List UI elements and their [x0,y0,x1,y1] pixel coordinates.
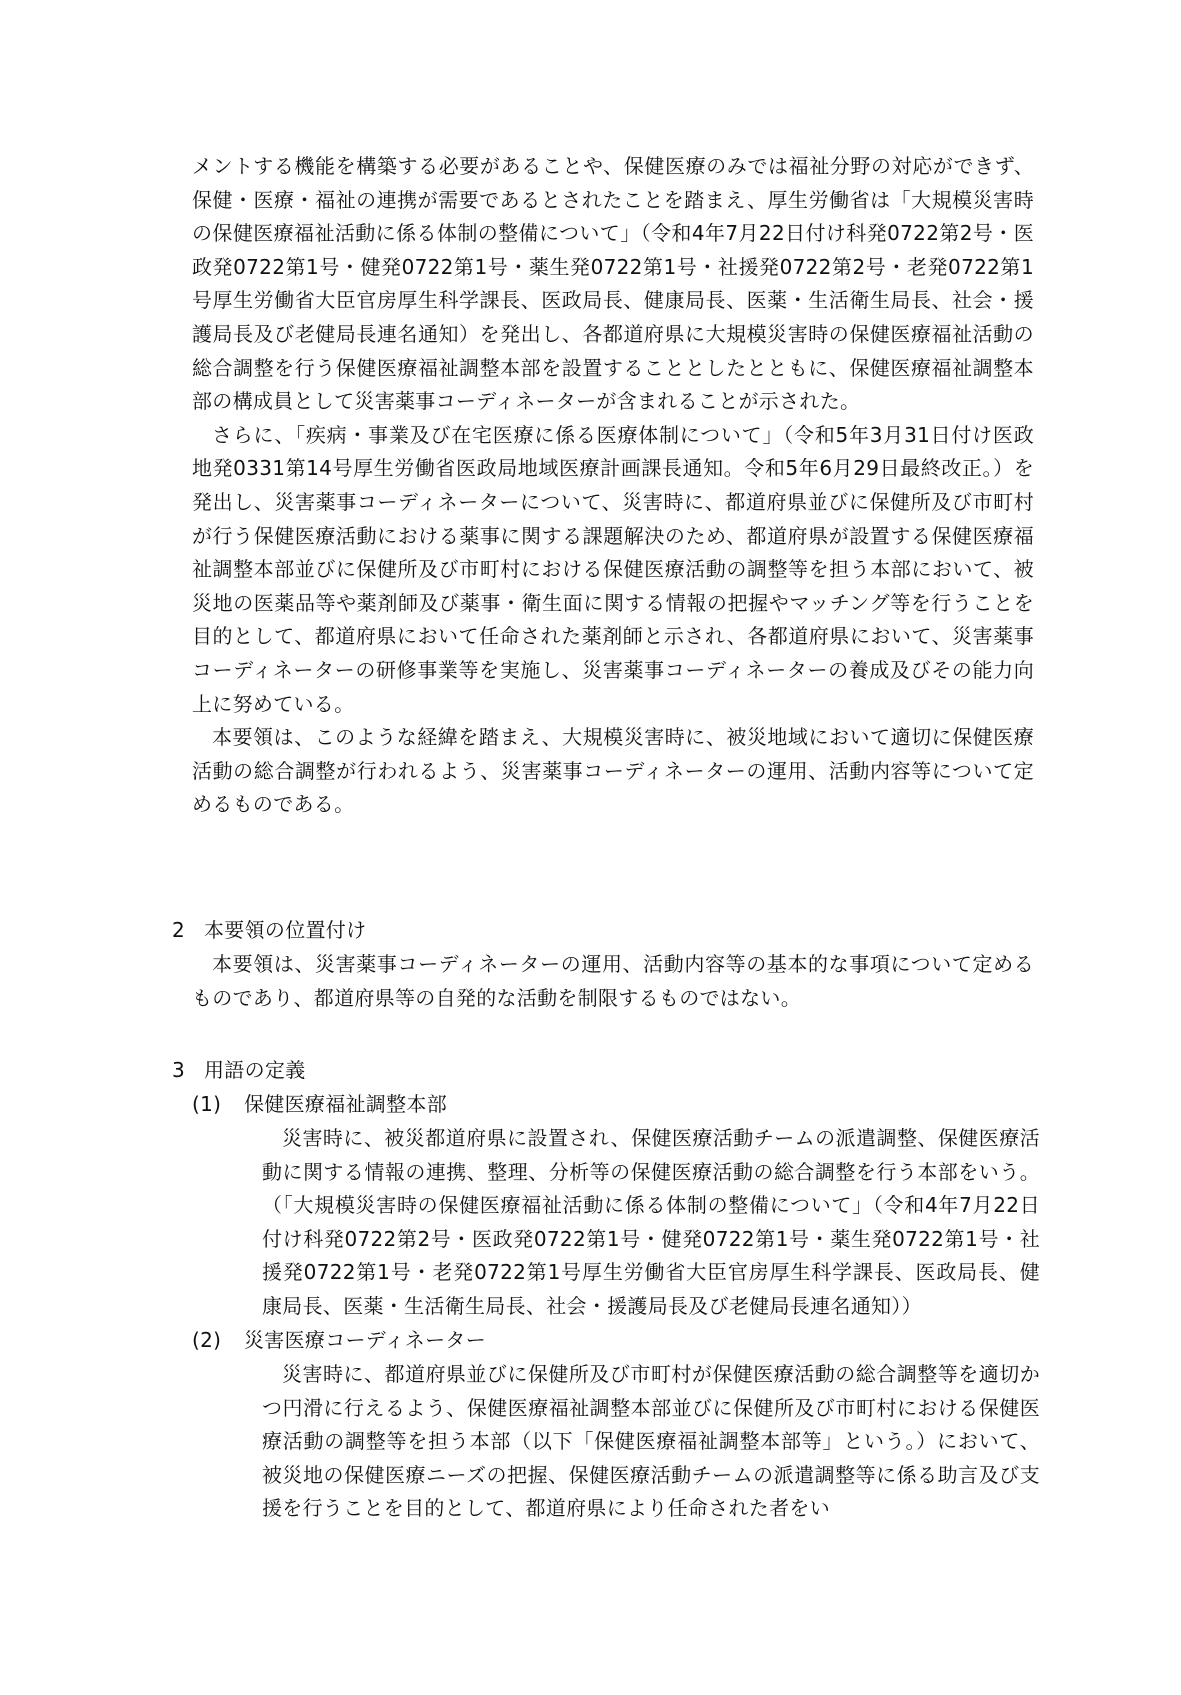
definition-2-body: 災害時に、都道府県並びに保健所及び市町村が保健医療活動の総合調整等を適切かつ円滑に行えるよう、保健医療福祉調整本部並びに保健所及び市町村における保健医療活動の調整等を担う本部（以下「保健医療福祉調整本部等」という。）において、被災地の保健医療ニーズの把握、保健医療活動チームの派遣調整等に係る助言及び支援を行うことを目的として、都道府県により任命された者をい [262,1362,1040,1521]
section-3-number: 3 [172,1058,186,1082]
section-2-body: 本要領は、災害薬事コーディネーターの運用、活動内容等の基本的な事項について定めるものであり、都道府県等の自発的な活動を制限するものではない。 [192,952,1034,1010]
section-2-body-block [192,948,1034,1015]
section-2-title: 本要領の位置付け [204,918,367,942]
definition-1-heading [192,1088,1034,1122]
definition-2-heading [192,1324,1034,1358]
section-2-number: 2 [172,918,186,942]
definition-1-title: 保健医療福祉調整本部 [244,1092,447,1116]
intro-paragraph-2: さらに、「疾病・事業及び在宅医療に係る医療体制について」（令和5年3月31日付け医政地発0331第14号厚生労働省医政局地域医療計画課長通知。令和5年6月29日最終改正。）を発出し、災害薬事コーディネーターについて、災害時に、都道府県並びに保健所及び市町村が行う保健医療活動における薬事に関する課題解決のため、都道府県が設置する保健医療福祉調整本部並びに保健所及び市町村における保健医療活動の調整等を担う本部において、被災地の医薬品等や薬剤師及び薬事・衛生面に関する情報の把握やマッチング等を行うことを目的として、都道府県において任命された薬剤師と示され、各都道府県において、災害薬事コーディネーターの研修事業等を実施し、災害薬事コーディネーターの養成及びその能力向上に努めている。 [192,422,1034,716]
section-3-title: 用語の定義 [204,1058,306,1082]
intro-section [192,150,1034,822]
definition-2-title: 災害医療コーディネーター [244,1328,486,1352]
definition-2-body-block [262,1358,1040,1526]
intro-paragraph-3: 本要領は、このような経緯を踏まえ、大規模災害時に、被災地域において適切に保健医療活動の総合調整が行われるよう、災害薬事コーディネーターの運用、活動内容等について定めるものである。 [192,725,1034,817]
section-3-heading [172,1054,1032,1088]
section-2-heading [172,914,1032,948]
definition-1-body: 災害時に、被災都道府県に設置され、保健医療活動チームの派遣調整、保健医療活動に関する情報の連携、整理、分析等の保健医療活動の総合調整を行う本部をいう。（「大規模災害時の保健医療福祉活動に係る体制の整備について」（令和4年7月22日付け科発0722第2号・医政発0722第1号・健発0722第1号・薬生発0722第1号・社援発0722第1号・老発0722第1号厚生労働省大臣官房厚生科学課長、医政局長、健康局長、医薬・生活衛生局長、社会・援護局長及び老健局長連名通知）） [262,1126,1040,1318]
definition-1-body-block [262,1122,1040,1324]
intro-paragraph-1: メントする機能を構築する必要があることや、保健医療のみでは福祉分野の対応ができず、保健・医療・福祉の連携が需要であるとされたことを踏まえ、厚生労働省は「大規模災害時の保健医療福祉活動に係る体制の整備について」（令和4年7月22日付け科発0722第2号・医政発0722第1号・健発0722第1号・薬生発0722第1号・社援発0722第2号・老発0722第1号厚生労働省大臣官房厚生科学課長、医政局長、健康局長、医薬・生活衛生局長、社会・援護局長及び老健局長連名通知）を発出し、各都道府県に大規模災害時の保健医療福祉活動の総合調整を行う保健医療福祉調整本部を設置することとしたとともに、保健医療福祉調整本部の構成員として災害薬事コーディネーターが含まれることが示された。 [192,154,1034,414]
definition-2-number: (2) [192,1328,222,1352]
definition-1-number: (1) [192,1092,222,1116]
